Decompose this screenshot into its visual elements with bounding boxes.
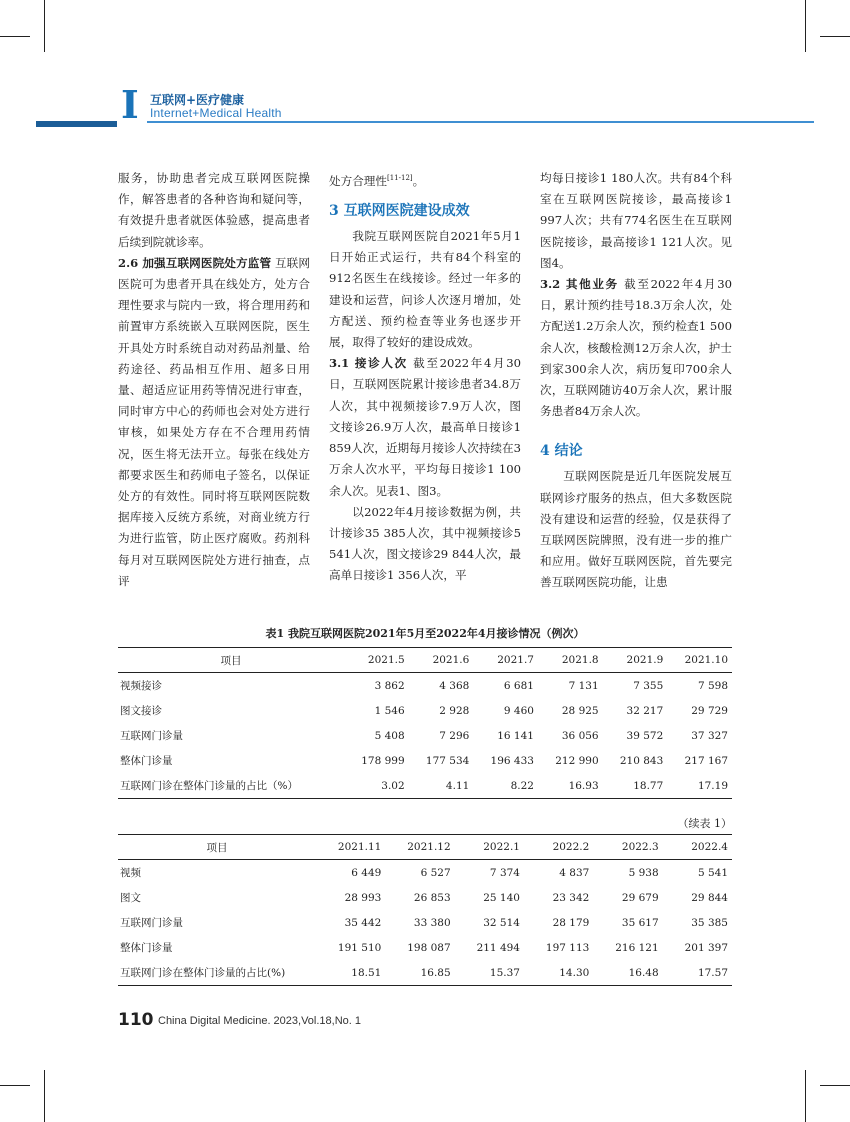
table-cell: 32 514	[483, 916, 520, 929]
table-cell: 178 999	[361, 754, 405, 767]
table-cell: 16.85	[385, 960, 454, 986]
table-cell: 211 494	[476, 941, 520, 954]
table-cell: 7 131	[568, 679, 599, 692]
table-cell: 7 598	[697, 679, 728, 692]
column-header: 2021.12	[385, 835, 454, 860]
table-cell: 35 385	[691, 916, 728, 929]
row-label: 视频接诊	[120, 680, 162, 692]
paragraph: 处方合理性[11-12]。	[329, 173, 425, 188]
table-caption: 表1 我院互联网医院2021年5月至2022年4月接诊情况（例次）	[265, 627, 585, 640]
crop-mark	[44, 1070, 45, 1122]
row-label: 互联网门诊在整体门诊量的占比(%)	[118, 960, 316, 986]
table-cell: 4.11	[409, 773, 474, 799]
text-column-left	[118, 168, 310, 592]
table-cell: 35 442	[344, 916, 382, 929]
row-label: 互联网门诊量	[120, 917, 183, 929]
table-cell: 7 355	[633, 679, 664, 692]
table-row	[118, 748, 732, 773]
section-title-cn: 互联网+医疗健康	[150, 93, 245, 107]
table-cell: 7 296	[439, 729, 470, 742]
table-cell: 177 534	[425, 754, 470, 767]
crop-mark	[805, 0, 806, 52]
table-cell: 5 408	[374, 729, 405, 742]
column-header: 2022.4	[663, 835, 732, 860]
column-header: 项目	[118, 835, 316, 860]
table-cell: 16.93	[538, 773, 603, 799]
table-cell: 16.48	[593, 960, 662, 986]
data-table	[118, 647, 732, 799]
subsection-heading: 3.1 接诊人次	[329, 356, 408, 371]
table-continued-label: （续表 1）	[677, 817, 732, 830]
row-label: 图文	[120, 892, 141, 904]
table-cell: 7 374	[489, 866, 520, 879]
data-table-continued	[118, 834, 732, 986]
table-cell: 39 572	[626, 729, 664, 742]
table-header-row	[118, 835, 732, 860]
table-cell: 37 327	[691, 729, 728, 742]
header-rule	[36, 121, 117, 127]
table-row	[118, 910, 732, 935]
row-label: 图文接诊	[120, 705, 162, 717]
crop-mark	[0, 1085, 30, 1086]
table-cell: 16 141	[497, 729, 534, 742]
table-cell: 8.22	[473, 773, 538, 799]
row-label: 整体门诊量	[120, 755, 173, 767]
table-cell: 28 179	[552, 916, 590, 929]
paragraph: 服务，协助患者完成互联网医院操作，解答患者的各种咨询和疑问等，有效提升患者就医体验感，提高患者后续到院就诊率。	[118, 171, 310, 249]
table-cell: 28 925	[561, 704, 599, 717]
table-cell: 201 397	[684, 941, 728, 954]
table-cell: 198 087	[407, 941, 451, 954]
table-cell: 196 433	[490, 754, 534, 767]
table-cell: 17.19	[667, 773, 732, 799]
table-cell: 5 938	[628, 866, 659, 879]
crop-mark	[0, 36, 30, 37]
table-cell: 33 380	[413, 916, 451, 929]
column-header: 2021.11	[316, 835, 385, 860]
table-cell: 5 541	[697, 866, 728, 879]
column-header: 2021.10	[667, 648, 732, 673]
table-cell: 1 546	[374, 704, 405, 717]
table-row	[118, 723, 732, 748]
table-cell: 6 681	[503, 679, 534, 692]
table-row	[118, 960, 732, 986]
table-row	[118, 885, 732, 910]
column-header: 2022.3	[593, 835, 662, 860]
table-cell: 216 121	[615, 941, 659, 954]
paragraph-text: 互联网医院可为患者开具在线处方，处方合理性要求与院内一致，将合理用药和前置审方系统嵌入互联网医院，医生开具处方时系统自动对药品剂量、给药途径、药品相互作用、超多日用量、超适应证用药等情况进行审查，同时审方中心的药师也会对处方进行审核，如果处方存在不合理用药情况，医生将无法开立。每张在线处方都要求医生和药师电子签名，以保证处方的有效性。同时将互联网医院数据库接入反统方系统，对商业统方行为进行监管，防止医疗腐败。药剂科每月对互联网医院处方进行抽查，点评	[118, 255, 310, 588]
table-cell: 15.37	[455, 960, 524, 986]
crop-mark	[820, 36, 850, 37]
paragraph: 3.1 接诊人次 截至2022年4月30日，互联网医院累计接诊患者34.8万人次，其中视频接诊7.9万人次，图文接诊26.9万人次，最高单日接诊1 859人次，近期每月接诊人次持续在3万余人次水平，平均每日接诊1 100余人次。见表1、图3。	[329, 356, 521, 498]
table-row	[118, 698, 732, 723]
table-cell: 25 140	[483, 891, 520, 904]
table-row	[118, 773, 732, 799]
table-cell: 2 928	[439, 704, 470, 717]
row-label: 互联网门诊量	[120, 730, 183, 742]
table-cell: 212 990	[555, 754, 599, 767]
table-cell: 9 460	[503, 704, 534, 717]
table-cell: 6 449	[351, 866, 382, 879]
paragraph: 以2022年4月接诊数据为例，共计接诊35 385人次，其中视频接诊5 541人次，图文接诊29 844人次，最高单日接诊1 356人次，平	[329, 504, 521, 583]
citation: [11-12]	[386, 174, 413, 182]
journal-citation: China Digital Medicine. 2023,Vol.18,No. 1	[158, 1015, 362, 1027]
table-cell: 26 853	[413, 891, 451, 904]
table-cell: 3 862	[374, 679, 405, 692]
table-row	[118, 673, 732, 699]
column-header: 2021.5	[344, 648, 409, 673]
column-header: 2021.8	[538, 648, 603, 673]
row-label: 互联网门诊在整体门诊量的占比（%）	[118, 773, 344, 799]
crop-mark	[805, 1070, 806, 1122]
column-header: 项目	[118, 648, 344, 673]
table-cell: 28 993	[344, 891, 382, 904]
paragraph: 均每日接诊1 180人次。共有84个科室在互联网医院接诊，最高接诊1 997人次；共有774名医生在互联网医院接诊，最高接诊1 121人次。见图4。	[540, 171, 732, 270]
row-label: 整体门诊量	[120, 942, 173, 954]
paragraph	[118, 253, 310, 592]
header-rule	[147, 121, 814, 123]
section-heading: 4 结论	[540, 443, 583, 460]
table-cell: 29 844	[691, 891, 728, 904]
table-cell: 35 617	[621, 916, 659, 929]
table-cell: 14.30	[524, 960, 593, 986]
table-cell: 3.02	[344, 773, 409, 799]
crop-mark	[820, 1085, 850, 1086]
row-label: 视频	[120, 867, 141, 879]
table-cell: 23 342	[552, 891, 590, 904]
crop-mark	[44, 0, 45, 52]
table-row	[118, 860, 732, 886]
subsection-heading: 3.2 其他业务	[540, 277, 619, 292]
table-cell: 36 056	[561, 729, 599, 742]
section-heading: 3 互联网医院建设成效	[329, 203, 470, 220]
header-logo-letter: I	[121, 82, 139, 127]
table-cell: 32 217	[626, 704, 664, 717]
table-cell: 4 368	[439, 679, 470, 692]
paragraph: 3.2 其他业务 截至2022年4月30日，累计预约挂号18.3万余人次，处方配送1.2万余人次，预约检查1 500余人次，核酸检测12万余人次，护士到家300余人次，病历复印700余人次，互联网随访40万余人次，累计服务患者84万余人次。	[540, 277, 732, 419]
page-number: 110	[118, 1010, 154, 1030]
column-header: 2021.7	[473, 648, 538, 673]
table-row	[118, 935, 732, 960]
paragraph: 互联网医院是近几年医院发展互联网诊疗服务的热点，但大多数医院没有建设和运营的经验，仅是获得了互联网医院牌照，没有进一步的推广和应用。做好互联网医院，首先要完善互联网医院功能，让患	[540, 469, 732, 590]
column-header: 2021.9	[603, 648, 668, 673]
table-cell: 18.51	[316, 960, 385, 986]
table-cell: 4 837	[559, 866, 590, 879]
table-cell: 18.77	[603, 773, 668, 799]
table-cell: 6 527	[420, 866, 451, 879]
table-cell: 191 510	[337, 941, 382, 954]
table-cell: 29 729	[691, 704, 728, 717]
text-column-right	[540, 168, 732, 594]
column-header: 2022.1	[455, 835, 524, 860]
section-title-en: Internet+Medical Health	[150, 106, 282, 120]
table-cell: 217 167	[684, 754, 728, 767]
subsection-heading: 2.6 加强互联网医院处方监管	[118, 255, 272, 270]
table-cell: 29 679	[621, 891, 659, 904]
table-cell: 197 113	[545, 941, 590, 954]
table-cell: 210 843	[619, 754, 664, 767]
paragraph: 我院互联网医院自2021年5月1日开始正式运行，共有84个科室的912名医生在线接诊。经过一年多的建设和运营，问诊人次逐月增加，处方配送、预约检查等业务也逐步开展，取得了较好的建设成效。	[329, 229, 521, 350]
column-header: 2022.2	[524, 835, 593, 860]
table-header-row	[118, 648, 732, 673]
text-column-middle	[329, 168, 521, 587]
column-header: 2021.6	[409, 648, 474, 673]
table-cell: 17.57	[663, 960, 732, 986]
